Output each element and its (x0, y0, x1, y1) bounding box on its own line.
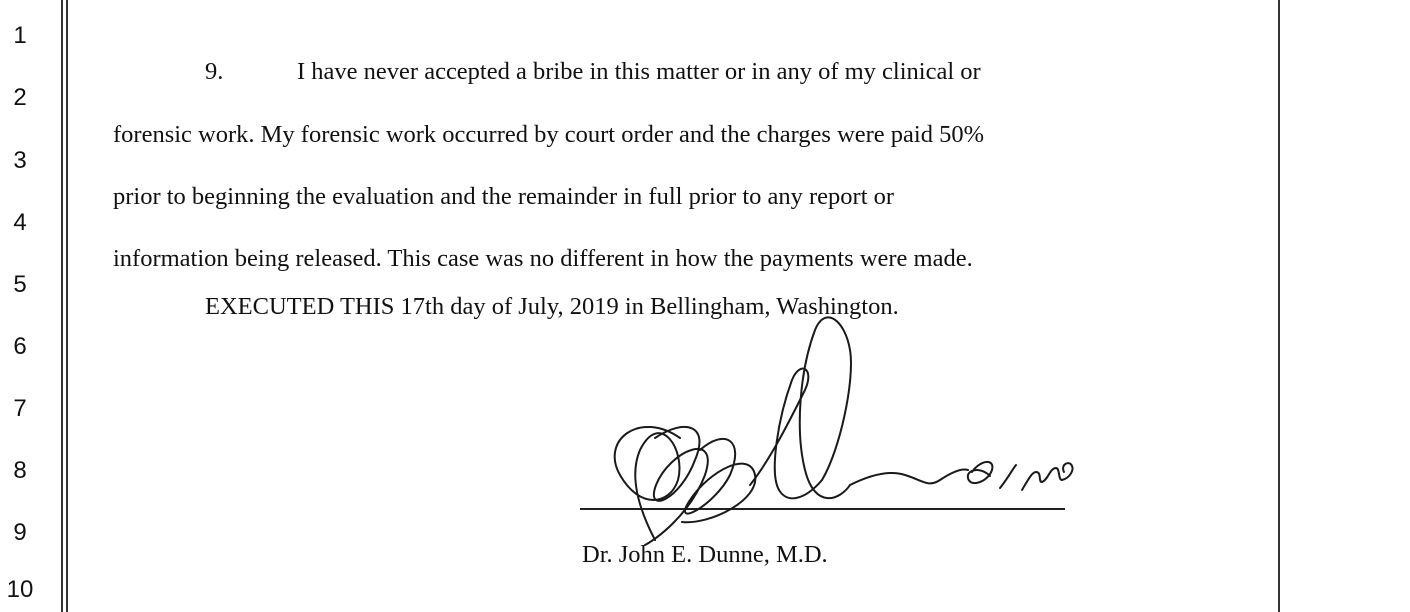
paragraph-number: 9. (205, 58, 224, 85)
execution-statement: EXECUTED THIS 17th day of July, 2019 in Bellingham, Washington. (205, 293, 899, 320)
line-number: 8 (13, 457, 27, 484)
paragraph-first-line: I have never accepted a bribe in this matter or in any of my clinical or (297, 58, 981, 85)
line-number: 2 (13, 84, 27, 111)
line-number: 9 (13, 519, 27, 546)
line-number: 4 (13, 209, 27, 236)
handwritten-signature (560, 300, 1100, 580)
line-number: 1 (13, 22, 27, 49)
line-number: 10 (6, 576, 34, 603)
left-margin-rule (61, 0, 63, 612)
signer-name: Dr. John E. Dunne, M.D. (582, 541, 828, 568)
line-number: 7 (13, 395, 27, 422)
left-margin-rule-inner (66, 0, 68, 612)
line-number: 5 (13, 271, 27, 298)
line-number: 6 (13, 333, 27, 360)
right-margin-rule (1278, 0, 1280, 612)
paragraph-line: information being released. This case was no different in how the payments were made. (113, 245, 973, 272)
line-number: 3 (13, 147, 27, 174)
paragraph-line: forensic work. My forensic work occurred by court order and the charges were paid 50% (113, 121, 985, 148)
paragraph-line: prior to beginning the evaluation and the remainder in full prior to any report or (113, 183, 895, 210)
pleading-line-numbers (0, 0, 60, 612)
